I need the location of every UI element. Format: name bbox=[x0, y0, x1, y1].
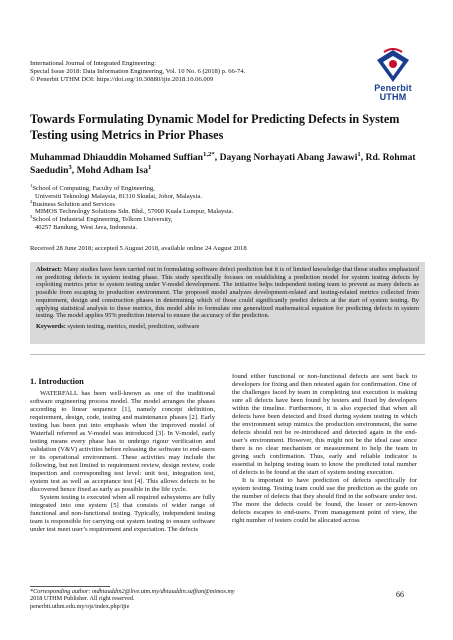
affiliation-3 bbox=[30, 216, 425, 224]
intro-paragraph-2: System testing is executed when all required subsystems are fully integrated into one system [5] that consists of wider range of functional and non-functional testing. Typically, independent testing team is responsible for carrying out system testing to ensure software under test meet user’s requirement and expectation. The defects bbox=[30, 494, 215, 533]
author-4: , Mohd Adham Isa bbox=[71, 164, 149, 176]
section-divider bbox=[30, 354, 425, 355]
affiliation-2-sup: 2 bbox=[30, 198, 33, 204]
affiliation-3-line2: 40257 Bandung, West Java, Indonesia. bbox=[35, 223, 138, 231]
journal-doi: © Penerbit UTHM DOI: https://doi.org/10.30880/ijie.2018.10.06.009 bbox=[30, 76, 214, 84]
author-3: , Rd. Rohmat Saedudin bbox=[30, 152, 416, 176]
author-4-sup: 1 bbox=[148, 163, 152, 171]
footnote-rule bbox=[30, 586, 110, 587]
author-2: , Dayang Norhayati Abang Jawawi bbox=[214, 152, 358, 163]
author-1: Muhammad Dhiauddin Mohamed Suffian bbox=[30, 152, 203, 163]
copyright-line: 2018 UTHM Publisher. All right reserved. bbox=[30, 595, 135, 603]
keywords-label: Keywords: bbox=[36, 322, 66, 330]
publisher-logo bbox=[362, 48, 424, 106]
author-1-sup: 1,2* bbox=[203, 150, 215, 158]
abstract bbox=[36, 266, 419, 320]
journal-issue: Special Issue 2018: Data Information Engineering, Vol. 10 No. 6 (2018) p. 66-74. bbox=[30, 68, 246, 76]
logo-text-bottom: UTHM bbox=[379, 92, 407, 102]
logo-text-top: Penerbit bbox=[374, 83, 412, 93]
author-2-sup: 1 bbox=[357, 150, 361, 158]
publisher-logo-text bbox=[362, 84, 424, 102]
author-list bbox=[30, 152, 425, 177]
footnote bbox=[30, 588, 330, 610]
affiliation-3-sup: 3 bbox=[30, 214, 33, 219]
abstract-text: Many studies have been carried out in formulating software defect prediction but it is of limited knowledge that those studies emphasized on predicting defects in system testing phase. This study specifically focuses on establishing a prediction model for system testing defects by exploiting metrics prior to system testing under V-model development. The initiative helps independent testing team to prevent as many defects as possible from escaping to production environment. The proposed model analyzes development-related and testing-related metrics collected from requirement, design and construction phases in determining which of those could significantly predict defects at the start of system testing. By applying statistical analysis to those metrics, this model able to formulate one generalized mathematical equation for predicting defects in system testing. The model applies 95% prediction interval to ensure the accuracy of the prediction. bbox=[36, 266, 419, 320]
paper-title: Towards Formulating Dynamic Model for Predicting Defects in System Testing using Metrics in Prior Phases bbox=[30, 112, 400, 142]
affiliation-2-line1: Business Solution and Services bbox=[32, 200, 115, 208]
intro-paragraph-1: WATERFALL has been well-known as one of the traditional software engineering process model. The model arranges the phases according to linear sequence [1], namely concept definition, requirement, design, code, testing and maintenance phases [2]. Early testing has been put into emphasis when the improved model of Waterfall referred as V-model was introduced [3]. In V-model, early testing means every phase has to undergo rigour verification and validation (V&V) activities before releasing the software to end-users or its operational environment. These activities may include the following, but not limited to requirement review, design review, code inspection and corresponding test level: unit test, integration test, system test as well as acceptance test [4]. This allows defects to be discovered hence fixed as early as possible in the life cycle. bbox=[30, 390, 215, 493]
affiliation-1-sup: 1 bbox=[30, 182, 33, 188]
affiliation-2-line2: MIMOS Technology Solutions Sdn. Bhd., 57000 Kuala Lumpur, Malaysia. bbox=[35, 208, 234, 216]
intro-paragraph-4: It is important to have prediction of defects specifically for system testing. Testing team could use the prediction as the guide on the number of defects that they should find in the software under test. The more the defects could be found, the lesser or zero-known defects escapes to end-users. From management point of view, the right number of testers could be allocated across bbox=[232, 477, 417, 524]
journal-header bbox=[30, 60, 350, 85]
affiliation-2 bbox=[30, 198, 425, 209]
affiliation-1-line2: Universiti Teknologi Malaysia, 81310 Skudai, Johor, Malaysia. bbox=[35, 192, 202, 200]
keywords bbox=[36, 323, 419, 331]
journal-name: International Journal of Integrated Engineering: bbox=[30, 60, 156, 67]
corresponding-author: *Corresponding author: mdhiauddin2@live.utm.my/dhiauddin.suffian@mimos.my bbox=[30, 588, 235, 595]
left-column bbox=[30, 378, 215, 534]
abstract-label: Abstract: bbox=[36, 266, 62, 273]
page-number: 66 bbox=[396, 590, 404, 599]
abstract-box bbox=[30, 262, 425, 344]
right-column bbox=[232, 373, 417, 525]
received-dates: Received 28 June 2018; accepted 5 August 2018, available online 24 August 2018 bbox=[30, 245, 247, 252]
author-3-sup: 3 bbox=[68, 163, 72, 171]
affiliation-1-line1: School of Computing, Faculty of Engineering, bbox=[32, 185, 155, 192]
keywords-text: system testing, metrics, model, prediction, software bbox=[65, 322, 200, 330]
affiliation-1 bbox=[30, 182, 425, 193]
affiliation-3-line1: School of Industrial Engineering, Telkom University, bbox=[32, 216, 173, 224]
publisher-emblem-icon bbox=[362, 48, 424, 84]
section-heading: 1. Introduction bbox=[30, 377, 84, 386]
intro-paragraph-3: found either functional or non-functional defects are sent back to developers for fixing and then retested again for confirmation. One of the challenges faced by team in completing test execution is making sure all defects have been found by testers and fixed by developers within the timeline. Furthermore, it is also expected that when all defects have been detected and fixed during system testing in which the environment setup mimics the production environment, the same defects should not be re-introduced and detected again in the end-user’s environment. However, this might not be the ideal case since there is no clear mechanism or measurement to help the team in giving such confirmation. Thus, early and reliable indicator is essential in helping testing team to know the predicted total number of defects to be found at the start of system testing execution. bbox=[232, 373, 417, 476]
journal-url: penerbit.uthm.edu.my/ojs/index.php/ijie bbox=[30, 602, 130, 610]
affiliations bbox=[30, 182, 425, 232]
